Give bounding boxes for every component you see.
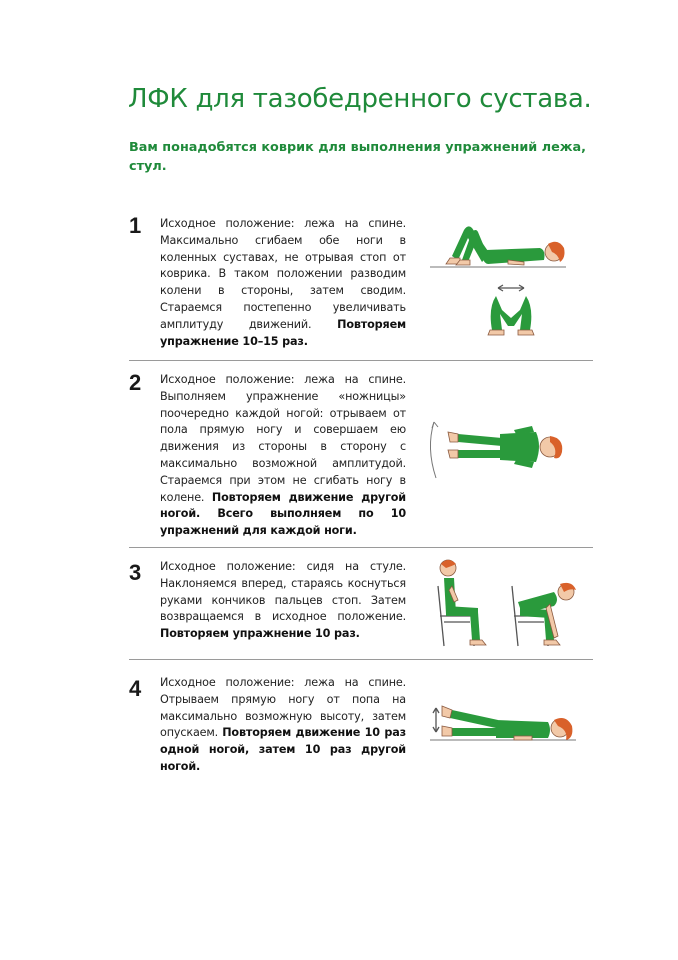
divider-2	[129, 547, 593, 548]
exercise-1-description: Исходное положение: лежа на спине. Максимально сгибаем обе ноги в коленных суставах, не отрывая стоп от коврика. В таком положении разводим колени в стороны, затем сводим. Стараемся постепенно увеличивать амплитуду движений.	[160, 217, 406, 331]
exercise-2-number: 2	[129, 370, 142, 395]
exercise-3-illustration	[430, 556, 580, 648]
divider-1	[129, 360, 593, 361]
exercise-2-description: Исходное положение: лежа на спине. Выполняем упражнение «ножницы» поочередно каждой ногой: отрываем от пола прямую ногу и совершаем ею движения из стороны в сторону с максимально возможной амплитудой. Стараемся при этом не сгибать ногу в колене.	[160, 373, 406, 504]
exercise-4-illustration	[428, 696, 578, 756]
exercise-3-description: Исходное положение: сидя на стуле. Наклоняемся вперед, стараясь коснуться руками кончиков пальцев стоп. Затем возвращаемся в исходное положение.	[160, 560, 406, 624]
exercise-4-repetitions: Повторяем движение 10 раз одной ногой, затем 10 раз другой ногой.	[160, 726, 407, 773]
exercise-3-text	[160, 559, 406, 643]
exercise-3-repetitions: Повторяем упражнение 10 раз.	[160, 627, 360, 641]
exercise-4-text	[160, 675, 406, 776]
exercise-4-description: Исходное положение: лежа на спине. Отрываем прямую ногу от попа на максимально возможную высоту, затем опускаем.	[160, 676, 406, 740]
exercise-2-repetitions: Повторяем движение другой ногой. Всего выполняем по 10 упражнений для каждой ноги.	[160, 490, 406, 538]
divider-3	[129, 659, 593, 660]
exercise-2-text	[160, 372, 406, 540]
exercise-2-illustration	[424, 412, 574, 492]
exercise-3-number: 3	[129, 560, 142, 585]
page-title: ЛФК для тазобедренного сустава.	[128, 84, 592, 114]
exercise-1-illustration	[428, 218, 568, 346]
exercise-1-text	[160, 216, 406, 350]
page-subtitle: Вам понадобятся коврик для выполнения упражнений лежа, стул.	[129, 140, 587, 174]
exercise-1-repetitions: Повторяем упражнение 10–15 раз.	[160, 317, 406, 348]
exercise-4-number: 4	[129, 676, 142, 701]
exercise-1-number: 1	[129, 213, 142, 238]
